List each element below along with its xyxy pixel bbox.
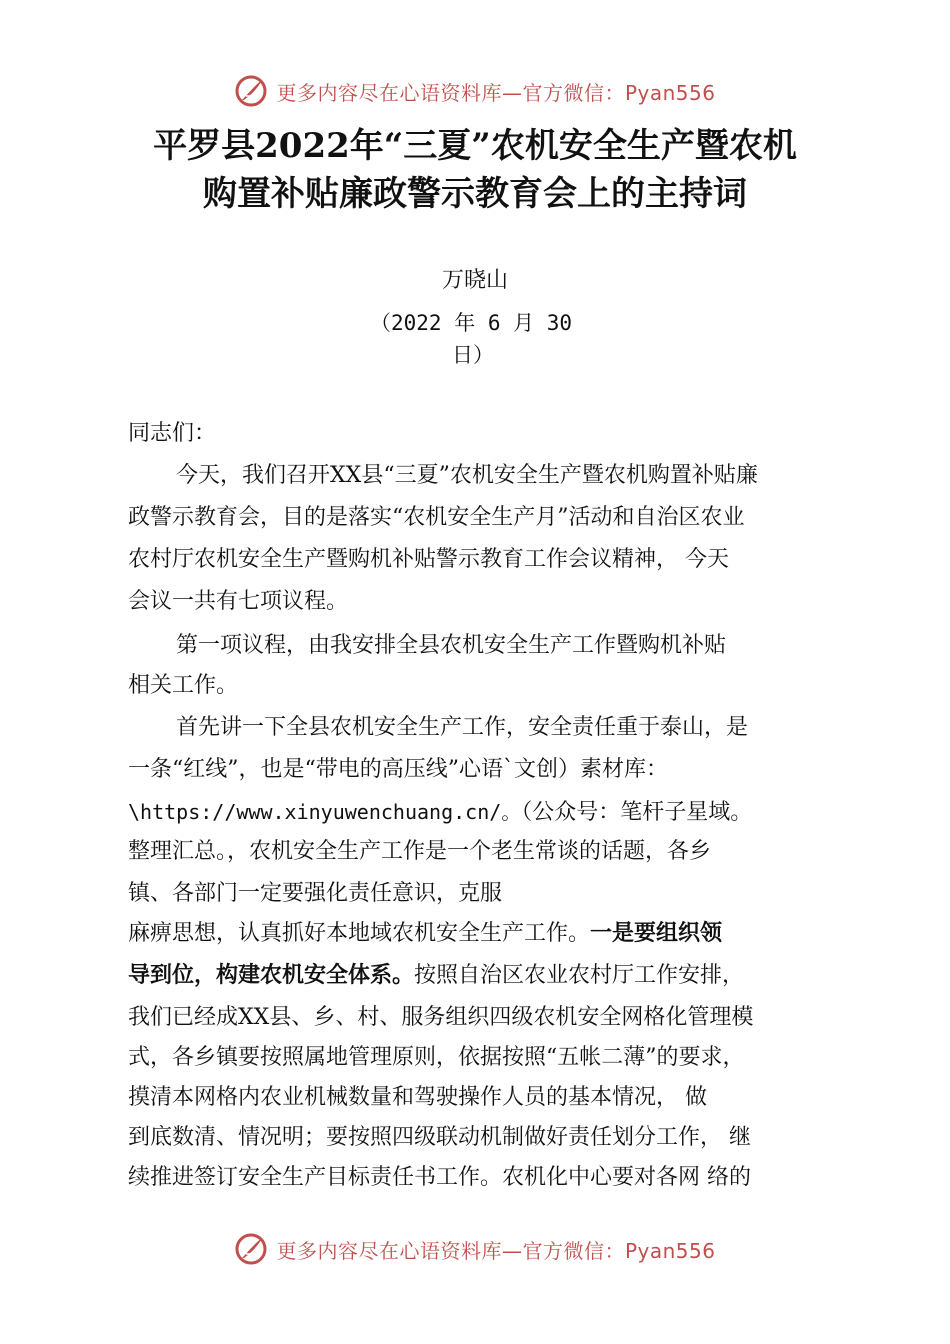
body-line xyxy=(128,792,752,833)
body-line: 续推进签订安全生产目标责任书工作。农机化中心要对各网 络的 xyxy=(128,1165,751,1190)
document-title xyxy=(0,122,950,218)
body-segment: 麻痹思想，认真抓好本地域农机安全生产工作。 xyxy=(128,921,591,946)
url-text: \https://www.xinyuwenchuang.cn/。 xyxy=(128,800,522,824)
feather-circle-logo-icon xyxy=(234,1232,268,1266)
body-line: 摸清本网格内农业机械数量和驾驶操作人员的基本情况， 做 xyxy=(128,1085,707,1110)
wechat-text: （公众号：笔杆子星域。 xyxy=(521,800,753,825)
body-line: 整理汇总。，农机安全生产工作是一个老生常谈的话题，各乡 xyxy=(128,839,712,864)
body-line: 今天，我们召开XX县“三夏”农机安全生产暨农机购置补贴廉 xyxy=(176,463,758,488)
body-line xyxy=(128,914,722,954)
body-line xyxy=(128,956,744,996)
bold-heading-part-1: 一是要组织领 xyxy=(590,921,723,946)
body-line: 会议一共有七项议程。 xyxy=(128,589,349,614)
watermark-banner-top xyxy=(0,74,950,108)
body-line: 农村厅农机安全生产暨购机补贴警示教育工作会议精神， 今天 xyxy=(128,547,729,572)
body-line: 镇、各部门一定要强化责任意识，克服 xyxy=(128,881,503,906)
body-line: 式，各乡镇要按照属地管理原则，依据按照“五帐二薄”的要求， xyxy=(128,1045,745,1070)
date-line-2: 日） xyxy=(452,343,494,367)
title-line-1: 平罗县2022年“三夏”农机安全生产暨农机 xyxy=(153,126,797,166)
body-segment: 按照自治区农业农村厅工作安排， xyxy=(414,963,745,988)
watermark-text: 更多内容尽在心语资料库—官方微信：Pyan556 xyxy=(276,1238,716,1263)
body-line: 一条“红线”，也是“带电的高压线”心语`文创）素材库： xyxy=(128,757,668,782)
body-line: 到底数清、情况明；要按照四级联动机制做好责任划分工作， 继 xyxy=(128,1125,751,1150)
greeting: 同志们： xyxy=(128,421,217,446)
watermark-banner-bottom xyxy=(0,1232,950,1266)
date-line-1: （2022 年 6 月 30 xyxy=(370,311,573,335)
author: 万晓山 xyxy=(441,268,508,293)
body-line: 相关工作。 xyxy=(128,673,239,698)
feather-circle-logo-icon xyxy=(234,74,268,108)
body-line: 首先讲一下全县农机安全生产工作，安全责任重于泰山，是 xyxy=(176,715,749,740)
body-line: 政警示教育会，目的是落实“农机安全生产月”活动和自治区农业 xyxy=(128,505,745,530)
title-line-2: 购置补贴廉政警示教育会上的主持词 xyxy=(203,174,747,214)
watermark-text: 更多内容尽在心语资料库—官方微信：Pyan556 xyxy=(276,80,716,105)
body-line: 第一项议程，由我安排全县农机安全生产工作暨购机补贴 xyxy=(176,633,727,658)
bold-heading-part-2: 导到位，构建农机安全体系。 xyxy=(128,963,415,988)
body-line: 我们已经成XX县、乡、村、服务组织四级农机安全网格化管理模 xyxy=(128,1005,754,1030)
